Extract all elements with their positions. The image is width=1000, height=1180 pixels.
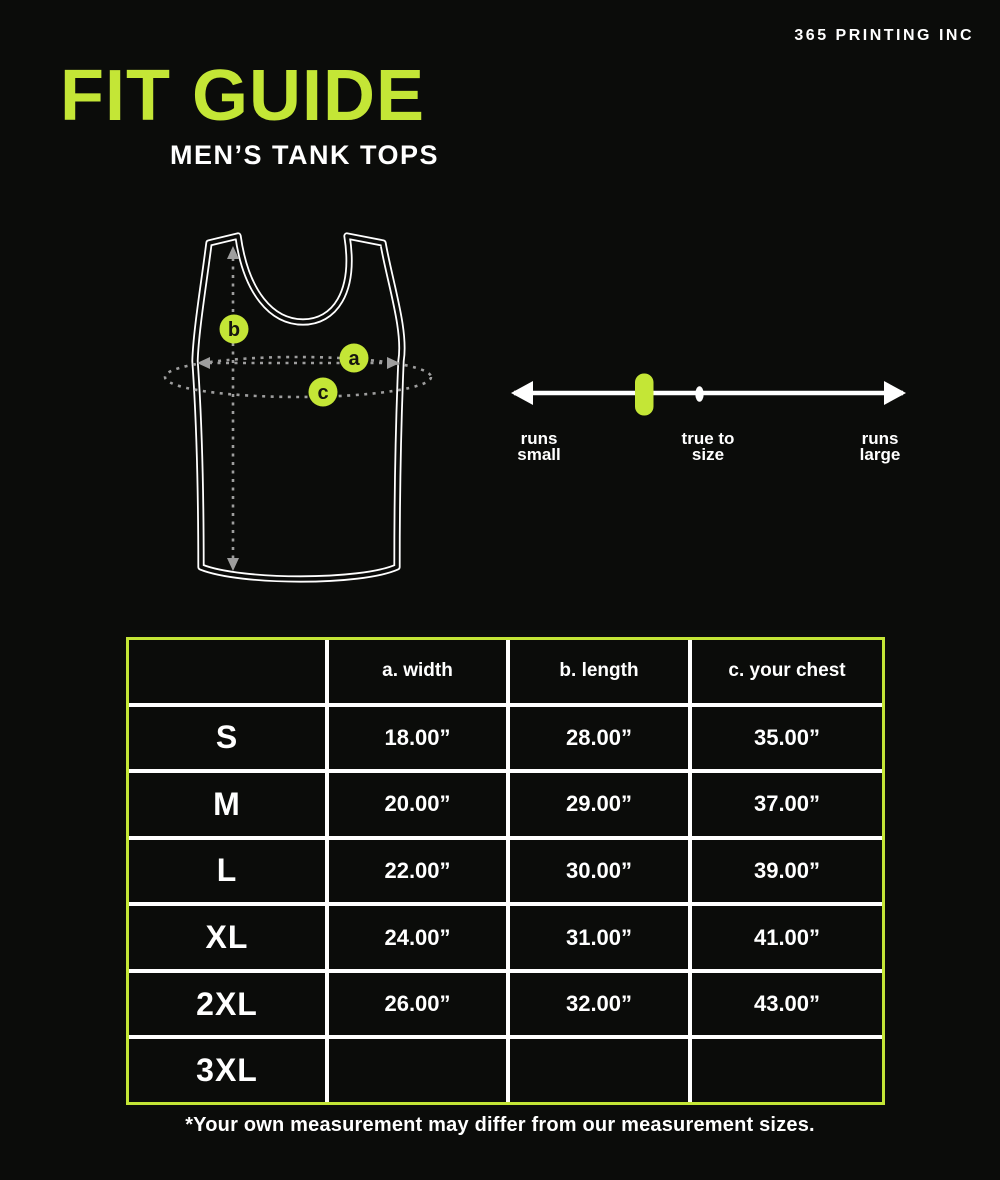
marker-c-label: c [317,382,329,404]
scale-label-runs-small [474,431,604,463]
table-cell: 37.00” [692,773,882,836]
table-cell: 22.00” [329,840,506,903]
table-cell [329,1039,506,1102]
table-cell [510,1039,688,1102]
table-cell: 29.00” [510,773,688,836]
page-title: FIT GUIDE [60,56,425,136]
size-label: 3XL [129,1039,325,1102]
table-cell: 24.00” [329,906,506,969]
size-label: 2XL [129,973,325,1036]
table-cell: 43.00” [692,973,882,1036]
page-subtitle: MEN’S TANK TOPS [170,140,440,170]
size-label: M [129,773,325,836]
measure-marker-b [220,315,249,344]
table-cell: 35.00” [692,707,882,770]
size-table [126,637,885,1105]
size-label: L [129,840,325,903]
measurement-disclaimer: *Your own measurement may differ from our measurement sizes. [185,1114,815,1136]
table-cell: 28.00” [510,707,688,770]
scale-label-line: small [517,445,561,464]
scale-label-line: large [859,445,901,464]
table-cell: 26.00” [329,973,506,1036]
table-cell: 41.00” [692,906,882,969]
size-label: XL [129,906,325,969]
marker-a-label: a [348,348,360,370]
table-cell: 20.00” [329,773,506,836]
table-cell: 18.00” [329,707,506,770]
true-to-size-tick [695,386,703,402]
brand-name: 365 PRINTING INC [794,27,974,44]
table-cell: 32.00” [510,973,688,1036]
scale-label-line: runs [861,429,899,448]
measure-marker-c [309,378,338,407]
scale-label-line: runs [520,429,558,448]
scale-arrow-right-icon [884,381,906,405]
col-header-length: b. length [510,640,688,703]
size-label: S [129,707,325,770]
scale-label-line: size [691,445,725,464]
scale-label-runs-large [815,431,945,463]
table-cell [692,1039,882,1102]
corner-cell [129,640,325,703]
scale-label-true-to-size [643,431,773,463]
measure-marker-a [340,344,369,373]
tank-top-diagram [140,210,460,610]
table-cell: 30.00” [510,840,688,903]
table-cell: 39.00” [692,840,882,903]
fit-indicator [635,374,654,416]
scale-label-line: true to [681,429,735,448]
col-header-chest: c. your chest [692,640,882,703]
col-header-width: a. width [329,640,506,703]
scale-arrow-left-icon [511,381,533,405]
marker-b-label: b [227,319,241,341]
tank-top-outline [195,236,402,579]
table-cell: 31.00” [510,906,688,969]
